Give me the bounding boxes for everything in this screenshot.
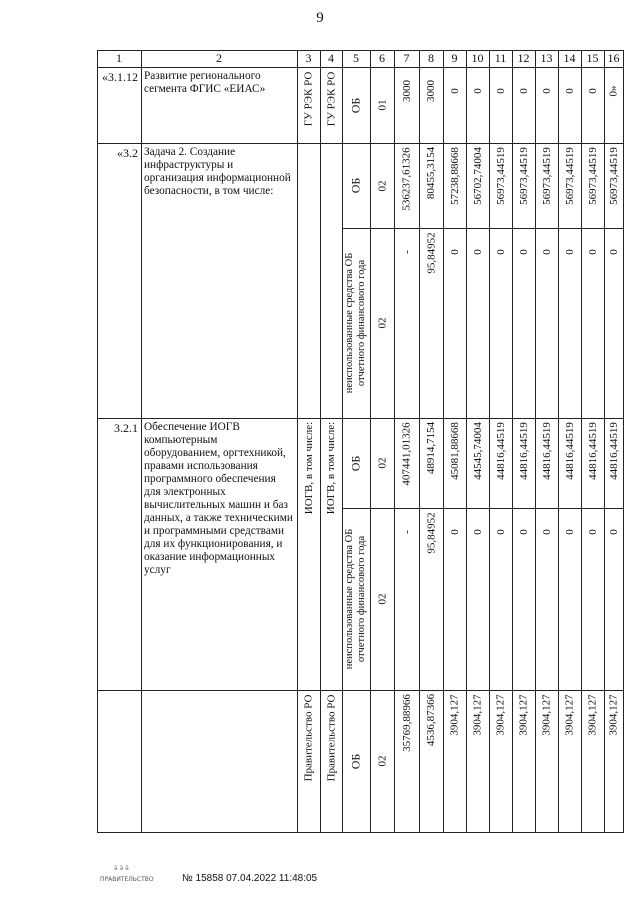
value-col-12: 56973,44519 [517, 147, 530, 205]
value-col-16: 0» [607, 85, 620, 97]
value-col-9: 0 [448, 88, 461, 94]
table-rule [489, 50, 490, 833]
table-rule [97, 418, 623, 419]
value-col-13: 3904,127 [540, 693, 553, 736]
table-rule [342, 228, 623, 229]
value-col-13: 0 [540, 249, 553, 255]
header-col-6: 6 [379, 51, 385, 65]
header-col-14: 14 [563, 51, 576, 65]
value-col-14: 44816,44519 [563, 422, 576, 480]
value-col-10: 0 [471, 529, 484, 535]
value-col-12: 0 [517, 529, 530, 535]
value-col-7: - [400, 530, 413, 534]
value-col-12: 3904,127 [517, 693, 530, 736]
header-col-10: 10 [471, 51, 484, 65]
value-col-16: 0 [607, 529, 620, 535]
value-col-12: 44816,44519 [517, 422, 530, 480]
value-col-16: 44816,44519 [607, 422, 620, 480]
header-col-9: 9 [451, 51, 458, 65]
value-col-15: 44816,44519 [586, 422, 599, 480]
value-col-16: 3904,127 [607, 693, 620, 736]
value-col-15: 0 [586, 529, 599, 535]
value-col-16: 0 [607, 249, 620, 255]
value-col-8: 48914,7154 [425, 421, 438, 475]
svg-text:ПРАВИТЕЛЬСТВО: ПРАВИТЕЛЬСТВО [100, 876, 154, 883]
row-name: Задача 2. Создание инфраструктуры и организация информационной безопасности, в том числе: [144, 146, 291, 197]
header-col-2: 2 [216, 51, 222, 65]
header-col-15: 15 [586, 51, 599, 65]
footer-doc-stamp [182, 873, 317, 884]
value-col-11: 0 [494, 529, 507, 535]
value-col-8: 80455,3154 [425, 146, 438, 200]
row-executor-col3: ГУ РЭК РО [302, 71, 315, 126]
value-col-11: 0 [494, 88, 507, 94]
value-col-14: 0 [563, 529, 576, 535]
funding-source: ОБ [348, 455, 363, 471]
header-col-16: 16 [607, 51, 620, 65]
header-col-13: 13 [540, 51, 553, 65]
funding-code: 02 [376, 180, 388, 191]
header-col-1: 1 [116, 51, 122, 65]
funding-source: неиспользованные средства ОБ отчетного финансового года [344, 528, 367, 670]
header-col-11: 11 [494, 51, 507, 65]
table-rule [297, 50, 298, 833]
value-col-14: 56973,44519 [563, 147, 576, 205]
table-rule [466, 50, 467, 833]
funding-source: ОБ [348, 753, 363, 769]
value-col-10: 0 [471, 249, 484, 255]
header-col-8: 8 [428, 51, 434, 65]
value-col-9: 57238,88668 [448, 147, 461, 205]
stamp-image [100, 861, 168, 885]
row-code: «3.1.12 [102, 70, 138, 84]
page-number: 9 [316, 10, 324, 26]
value-col-15: 3904,127 [586, 693, 599, 736]
value-col-7: 407441,01326 [400, 421, 413, 486]
value-col-7: - [400, 250, 413, 254]
funding-code: 02 [376, 755, 388, 767]
row-executor-col4: Правительство РО [324, 694, 337, 781]
value-col-14: 3904,127 [563, 693, 576, 736]
table-rule [581, 50, 582, 833]
value-col-16: 56973,44519 [607, 147, 620, 205]
row-code: «3.2 [117, 146, 138, 160]
table-rule [604, 50, 605, 833]
value-col-13: 0 [540, 88, 553, 94]
row-code: 3.2.1 [114, 421, 138, 435]
table-rule [320, 50, 321, 833]
value-col-9: 0 [448, 529, 461, 535]
value-col-10: 44545,74004 [471, 422, 484, 480]
table-rule [370, 50, 371, 833]
table-rule [623, 50, 624, 833]
svg-text:ā ā ā: ā ā ā [114, 865, 129, 872]
header-col-7: 7 [403, 51, 410, 65]
value-col-8: 4536,87366 [425, 693, 438, 747]
funding-code: 01 [376, 99, 388, 111]
row-name [141, 692, 297, 694]
value-col-7: 536237,61326 [400, 146, 413, 211]
value-col-8: 95,84952 [425, 511, 438, 554]
table-rule [394, 50, 395, 833]
header-col-12: 12 [517, 51, 530, 65]
table-rule [97, 50, 98, 833]
row-executor-col4: ИОГВ, в том числе: [325, 421, 338, 515]
table-rule [97, 67, 623, 68]
funding-code: 02 [376, 457, 388, 469]
value-col-7: 3000 [400, 80, 413, 102]
table-rule [342, 508, 623, 509]
value-col-9: 3904,127 [448, 693, 461, 736]
row-executor-col3: ИОГВ, в том числе: [302, 421, 315, 515]
value-col-11: 44816,44519 [494, 422, 507, 480]
value-col-15: 56973,44519 [586, 147, 599, 205]
table-rule [558, 50, 559, 833]
value-col-11: 3904,127 [494, 693, 507, 736]
doc-number: № 15858 [182, 873, 224, 884]
table-rule [97, 832, 623, 833]
timestamp: 07.04.2022 11:48:05 [226, 873, 318, 884]
table-rule [342, 50, 343, 833]
value-col-13: 56973,44519 [540, 147, 553, 205]
table-rule [535, 50, 536, 833]
value-col-10: 56702,74004 [471, 147, 484, 205]
row-name: Обеспечение ИОГВ компьютерным оборудованием, оргтехникой, правами использования программного обеспечения для электронных вычислительных машин и баз данных, а также техническими и программными средствами для их функционирования, и оказание информационных услуг [144, 421, 293, 576]
value-col-7: 35769,88966 [400, 694, 413, 752]
header-col-5: 5 [353, 51, 359, 65]
value-col-13: 0 [540, 529, 553, 535]
funding-code: 02 [376, 593, 388, 605]
value-col-12: 0 [517, 249, 530, 255]
funding-code: 02 [376, 317, 388, 329]
table-rule [443, 50, 444, 833]
table-rule [419, 50, 420, 833]
funding-source: ОБ [348, 97, 363, 113]
value-col-10: 3904,127 [471, 693, 484, 736]
table-rule [512, 50, 513, 833]
row-code [97, 693, 141, 695]
table-rule [97, 143, 623, 144]
value-col-9: 45081,88668 [448, 422, 461, 480]
row-executor-col3: Правительство РО [302, 694, 315, 781]
value-col-8: 95,84952 [425, 231, 438, 274]
value-col-12: 0 [517, 88, 530, 94]
row-executor-col4: ГУ РЭК РО [324, 71, 337, 126]
value-col-15: 0 [586, 249, 599, 255]
value-col-8: 3000 [425, 80, 437, 102]
table-rule [97, 690, 623, 691]
funding-source: неиспользованные средства ОБ отчетного финансового года [344, 252, 367, 394]
value-col-13: 44816,44519 [540, 422, 553, 480]
value-col-14: 0 [563, 249, 576, 255]
value-col-11: 56973,44519 [494, 147, 507, 205]
header-col-4: 4 [328, 51, 334, 65]
value-col-10: 0 [471, 88, 484, 94]
row-name: Развитие регионального сегмента ФГИС «ЕИАС» [144, 70, 266, 95]
header-col-3: 3 [305, 51, 312, 65]
value-col-15: 0 [586, 88, 599, 94]
value-col-14: 0 [563, 88, 576, 94]
value-col-11: 0 [494, 249, 507, 255]
value-col-9: 0 [448, 249, 461, 255]
funding-source: ОБ [348, 177, 363, 194]
